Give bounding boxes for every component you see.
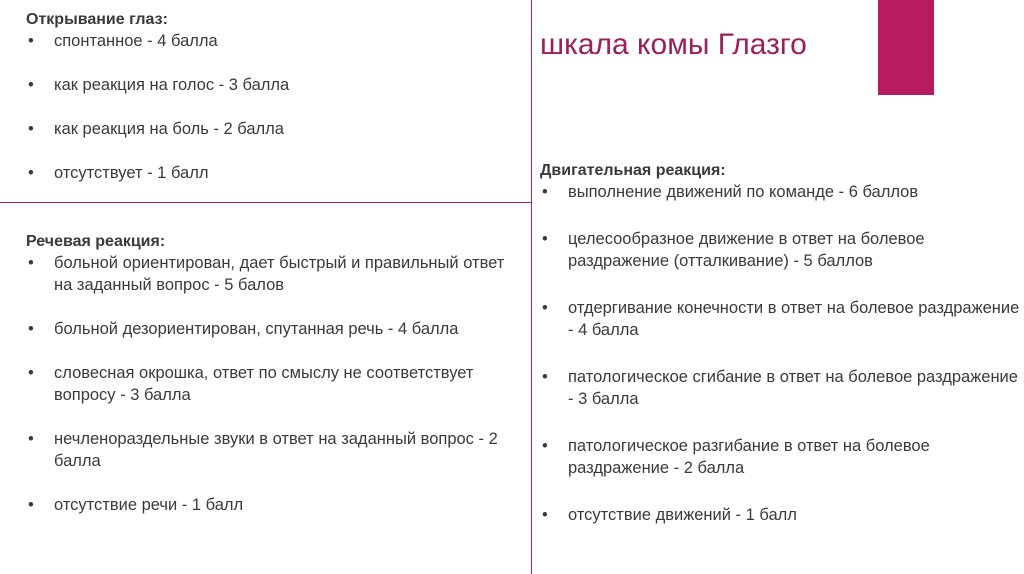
- list-item-text: отсутствие движений - 1 балл: [568, 506, 797, 524]
- bullet-icon: •: [28, 496, 34, 514]
- list-item-text: нечленораздельные звуки в ответ на заданный вопрос - 2 балла: [54, 430, 498, 470]
- bullet-icon: •: [28, 254, 34, 272]
- list-item-text: как реакция на голос - 3 балла: [54, 76, 290, 94]
- list-item: [26, 318, 526, 340]
- list-item-text: отсутствует - 1 балл: [54, 164, 209, 182]
- bullet-icon: •: [542, 437, 548, 455]
- bullet-icon: •: [542, 230, 548, 248]
- list-item: [26, 428, 526, 472]
- list-item: [540, 366, 1024, 410]
- accent-block: [878, 0, 934, 95]
- bullet-icon: •: [542, 506, 548, 524]
- list-item: [540, 504, 1024, 526]
- list-item: [26, 362, 526, 406]
- eye-opening-heading: Открывание глаз:: [26, 11, 168, 28]
- list-item-text: больной ориентирован, дает быстрый и правильный ответ на заданный вопрос - 5 балов: [54, 254, 505, 294]
- list-item-text: отдергивание конечности в ответ на болевое раздражение - 4 балла: [568, 299, 1020, 339]
- bullet-icon: •: [28, 320, 34, 338]
- list-item: [26, 162, 526, 184]
- list-item: [26, 30, 526, 52]
- list-item: [540, 228, 1024, 272]
- bullet-icon: •: [542, 183, 548, 201]
- list-item-text: больной дезориентирован, спутанная речь - 4 балла: [54, 320, 459, 338]
- verbal-response-heading: Речевая реакция:: [26, 233, 166, 250]
- eye-opening-section: [26, 10, 526, 206]
- list-item-text: патологическое разгибание в ответ на болевое раздражение - 2 балла: [568, 437, 930, 477]
- bullet-icon: •: [28, 76, 34, 94]
- vertical-divider: [531, 0, 532, 574]
- list-item-text: как реакция на боль - 2 балла: [54, 120, 284, 138]
- bullet-icon: •: [542, 299, 548, 317]
- list-item-text: выполнение движений по команде - 6 баллов: [568, 183, 919, 201]
- bullet-icon: •: [28, 364, 34, 382]
- motor-response-heading: Двигательная реакция:: [540, 162, 726, 179]
- list-item-text: спонтанное - 4 балла: [54, 32, 218, 50]
- bullet-icon: •: [28, 32, 34, 50]
- bullet-icon: •: [28, 120, 34, 138]
- list-item-text: словесная окрошка, ответ по смыслу не соответствует вопросу - 3 балла: [54, 364, 474, 404]
- list-item: [26, 494, 526, 516]
- bullet-icon: •: [542, 368, 548, 386]
- list-item: [540, 181, 1024, 203]
- motor-response-section: [540, 161, 1024, 551]
- list-item-text: патологическое сгибание в ответ на болевое раздражение - 3 балла: [568, 368, 1018, 408]
- slide-title: шкала комы Глазго: [540, 28, 807, 61]
- list-item: [26, 252, 526, 296]
- list-item: [26, 74, 526, 96]
- list-item: [540, 297, 1024, 341]
- verbal-response-section: [26, 232, 526, 538]
- list-item: [540, 435, 1024, 479]
- list-item-text: целесообразное движение в ответ на болевое раздражение (отталкивание) - 5 баллов: [568, 230, 925, 270]
- list-item-text: отсутствие речи - 1 балл: [54, 496, 244, 514]
- bullet-icon: •: [28, 430, 34, 448]
- bullet-icon: •: [28, 164, 34, 182]
- list-item: [26, 118, 526, 140]
